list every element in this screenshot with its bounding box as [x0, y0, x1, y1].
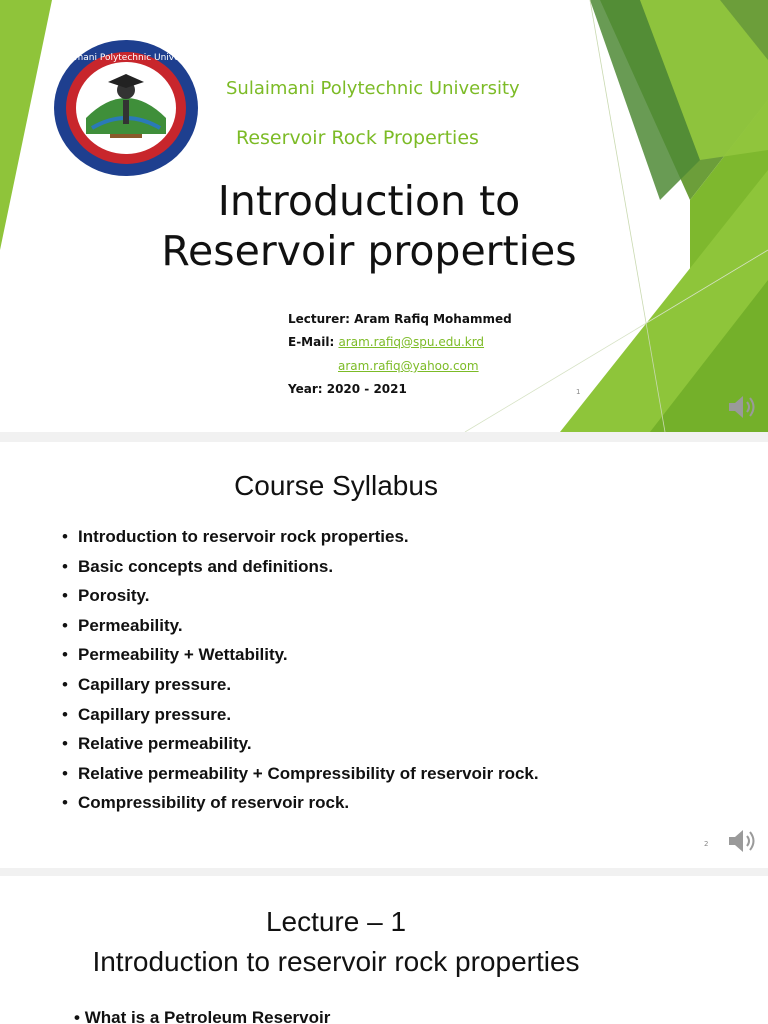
university-name: Sulaimani Polytechnic University: [226, 78, 520, 99]
email-row: [288, 335, 484, 349]
list-item: • Capillary pressure.: [60, 670, 539, 700]
syllabus-slide: [0, 442, 768, 868]
title-line-2: Reservoir properties: [161, 227, 577, 275]
email-label: E-Mail:: [288, 335, 335, 349]
title-slide: [0, 0, 768, 432]
email-primary-link[interactable]: aram.rafiq@spu.edu.krd: [338, 335, 485, 349]
list-item: • Relative permeability.: [60, 729, 539, 759]
list-item: • Introduction to reservoir rock properties.: [60, 522, 539, 552]
title-line-1: Introduction to: [217, 177, 521, 225]
page-number: 1: [576, 388, 581, 396]
lecture-number: Lecture – 1: [265, 906, 407, 937]
email-secondary-row: [338, 359, 479, 373]
speaker-icon[interactable]: [726, 824, 760, 858]
list-item: • Relative permeability + Compressibility of reservoir rock.: [60, 759, 539, 789]
list-item: • Compressibility of reservoir rock.: [60, 788, 539, 818]
year-line: Year: 2020 - 2021: [288, 382, 407, 396]
list-item: [74, 1008, 330, 1024]
slide-title: [100, 176, 638, 276]
bullet-text: What is a Petroleum Reservoir: [84, 1008, 331, 1024]
list-item: • Capillary pressure.: [60, 700, 539, 730]
lecturer-line: Lecturer: Aram Rafiq Mohammed: [288, 312, 512, 326]
university-logo: [52, 38, 200, 178]
page-number: 2: [704, 840, 709, 848]
email-secondary-link[interactable]: aram.rafiq@yahoo.com: [338, 359, 479, 373]
slide-divider: [0, 432, 768, 442]
list-item: • Permeability + Wettability.: [60, 640, 539, 670]
svg-text:Sulaimani Polytechnic Universi: Sulaimani Polytechnic University: [52, 53, 200, 63]
speaker-icon[interactable]: [726, 390, 760, 424]
course-name: Reservoir Rock Properties: [236, 127, 479, 149]
list-item: • Basic concepts and definitions.: [60, 552, 539, 582]
lecture-slide: [0, 876, 768, 1024]
lecture-subtitle: Introduction to reservoir rock properties: [92, 946, 580, 977]
list-item: • Permeability.: [60, 611, 539, 641]
bullet-mark: •: [74, 1008, 85, 1024]
slide-divider: [0, 868, 768, 876]
syllabus-title: Course Syllabus: [234, 470, 438, 501]
syllabus-list: [60, 522, 539, 818]
list-item: • Porosity.: [60, 581, 539, 611]
